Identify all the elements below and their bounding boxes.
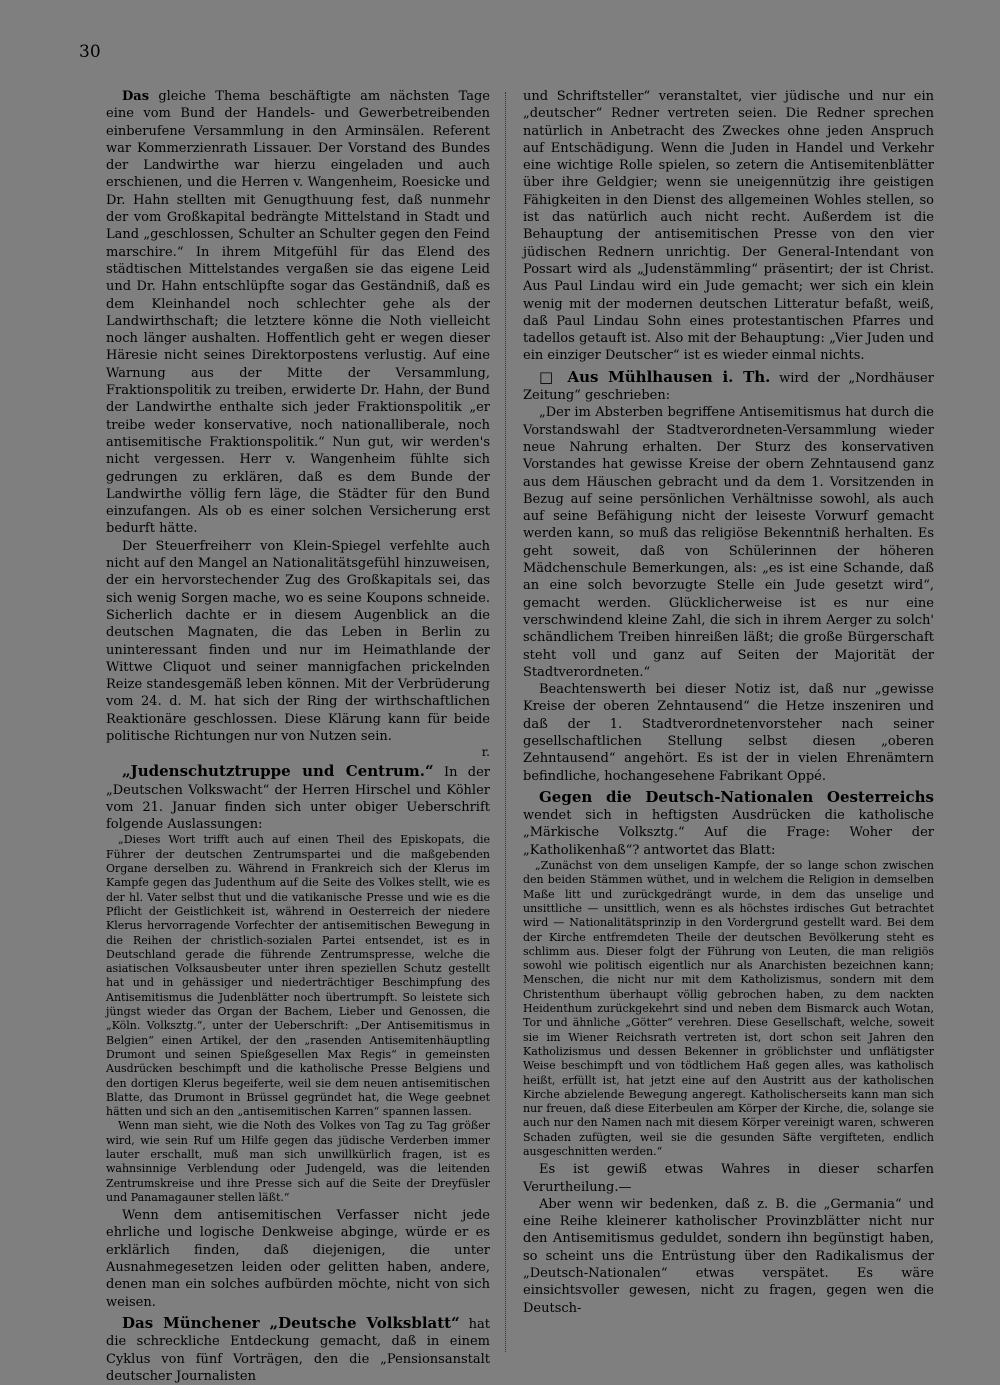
- page-number: 30: [79, 42, 101, 62]
- quote-maerkische: [523, 859, 934, 1159]
- article-text: hat die schreckliche Entdeckung gemacht, daß in einem Cyklus von fünf Vorträgen, den die „Pensionsanstalt deutscher Journalisten: [106, 1316, 490, 1384]
- column-rule: [505, 92, 506, 1352]
- article-muehlhausen: [523, 369, 934, 405]
- paragraph-commentary: Wenn dem antisemitischen Verfasser nicht jede ehrliche und logische Denkweise abginge, würde er es erklärlich finden, daß diejenigen, die unter Ausnahmegesetzen leiden oder gelitten haben, andere, denen man ein solches aufbürden möchte, nicht von sich weisen.: [106, 1208, 490, 1310]
- article-heading: Das Münchener „Deutsche Volksblatt“: [122, 1313, 460, 1332]
- paragraph-bund-versammlung: [106, 88, 490, 538]
- paragraph-text: gleiche Thema beschäftigte am nächsten Tage eine vom Bund der Handels- und Gewerbetreibenden einberufene Versammlung in den Arminsälen. Referent war Kommerzienrath Lissauer. Der Vorstand des Bundes der Landwirthe war hierzu eingeladen und auch erschienen, und die Herren v. Wangenheim, Roesicke und Dr. Hahn stellten mit Genugthuung fest, daß nunmehr der vom Großkapital bedrängte Mittelstand in Stadt und Land „geschlossen, Schulter an Schulter gegen den Feind marschire.“ In ihrem Mitgefühl für das Elend des städtischen Mittelstandes vergaßen sie das eigene Leid und Dr. Hahn entschlüpfte sogar das Geständniß, daß es dem Kleinhandel noch schlechter gehe als der Landwirthschaft; die letztere könne die Noth vielleicht noch länger aushalten. Hoffentlich geht er wegen dieser Häresie nicht seines Direktorpostens verlustig. Auf eine Warnung aus der Mitte der Versammlung, Fraktionspolitik zu treiben, erwiderte Dr. Hahn, der Bund der Landwirthe enthalte sich jeder Fraktionspolitik „er treibe weder konservative, noch nationalliberale, noch antisemitische Fraktionspolitik.“ Nun gut, wir werden's nicht vergessen. Herr v. Wangenheim fühlte sich gedrungen zu erklären, daß es dem Bunde der Landwirthe völlig fern läge, die Städter für den Bund einzufangen. Als ob es einer solchen Versicherung erst bedurft hätte.: [106, 89, 490, 537]
- article-volksblatt: [106, 1315, 490, 1385]
- article-heading: □ Aus Mühlhausen i. Th.: [539, 367, 771, 386]
- quote-paragraph: Wenn man sieht, wie die Noth des Volkes von Tag zu Tag größer wird, wie sein Ruf um Hilfe gegen das jüdische Verderben immer lauter erschallt, muß man sich unwillkürlich fragen, ist es wahnsinnige Verblendung oder Judengeld, was die leitenden Zentrumskreise und ihre Presse sich auf die Seite der Dreyfüsler und Panamagauner stellen läßt.“: [106, 1119, 490, 1204]
- paragraph-beachtenswerth: Beachtenswerth bei dieser Notiz ist, daß nur „gewisse Kreise der oberen Zehntausend“ die Hetze inszeniren und daß der 1. Stadtverordnetenvorsteher nach seiner gesellschaftlichen Stellung selbst diesen „oberen Zehntausend“ angehört. Es ist der in vielen Ehrenämtern befindliche, hochangesehene Fabrikant Oppé.: [523, 682, 934, 784]
- paragraph-continuation: und Schriftsteller“ veranstaltet, vier jüdische und nur ein „deutscher“ Redner vertreten seien. Die Redner sprechen natürlich in Anbetracht des Zweckes ohne jeden Anspruch auf Entschädigung. Wenn die Juden in Handel und Verkehr eine wichtige Rolle spielen, so zetern die Antisemitenblätter über ihre Geldgier; wenn sie uneigennützig ihre geistigen Fähigkeiten in den Dienst des allgemeinen Wohles stellen, so ist das natürlich auch nicht recht. Außerdem ist die Behauptung der antisemitischen Presse von den vier jüdischen Rednern unrichtig. Der General-Intendant von Possart wird als „Judenstämmling“ präsentirt; der ist Christ. Aus Paul Lindau wird ein Jude gemacht; wer sich ein klein wenig mit der modernen deutschen Litteratur befaßt, weiß, daß Paul Lindau Sohn eines protestantischen Pfarres und tadellos getauft ist. Also mit der Behauptung: „Vier Juden und ein einziger Deutscher“ ist es wieder einmal nichts.: [523, 89, 934, 364]
- right-column: [523, 88, 934, 1317]
- quote-paragraph: „Dieses Wort trifft auch auf einen Theil des Episkopats, die Führer der deutschen Zentrumspartei und die maßgebenden Organe derselben zu. Während in Frankreich sich der Klerus im Kampfe gegen das Judenthum auf die Seite des Volkes stellt, wie es der hl. Vater selbst thut und die vatikanische Presse und wie es die Pflicht der Geistlichkeit ist, während in Oesterreich der niedere Klerus hervorragende Vorfechter der antisemitischen Bewegung in die Reihen der christlich-sozialen Partei entsendet, ist es in Deutschland gerade die führende Zentrumspresse, welche die asiatischen Volksausbeuter unter ihren speziellen Schutz gestellt hat und in gehässiger und niederträchtiger Beschimpfung des Antisemitismus die Judenblätter noch übertrumpft. So leistete sich jüngst wieder das Organ der Bachem, Lieber und Genossen, die „Köln. Volksztg.“, unter der Ueberschrift: „Der Antisemitismus in Belgien“ einen Artikel, der den „rasenden Antisemitenhäuptling Drumont und seinen Spießgesellen Max Regis“ in gemeinsten Ausdrücken beschimpft und die katholische Presse Belgiens und den dortigen Klerus begeiferte, weil sie dem neuen antisemitischen Blatte, das Drumont in Brüssel gegründet hat, die Wege geebnet hätten und sich an den „antisemitischen Karren“ spannen lassen.: [106, 833, 490, 1119]
- article-intro: wird der „Nordhäuser Zeitung“ geschrieben:: [523, 370, 934, 404]
- paragraph-steuerfreiherr: Der Steuerfreiherr von Klein-Spiegel verfehlte auch nicht auf den Mangel an Nationalitätsgefühl hinzuweisen, der ein hervorstechender Zug des Großkapitals sei, das sich wenig Sorgen mache, wo es seine Koupons schneide. Sicherlich dachte er in diesem Augenblick an die deutschen Magnaten, die das Leben in Berlin zu uninteressant finden und nur im Heimathlande der Wittwe Cliquot und seiner mannigfachen prickelnden Reize standesgemäß leben können. Mit der Verbrüderung vom 24. d. M. hat sich der Ring der wirthschaftlichen Reaktionäre geschlossen. Diese Klärung kann für beide politische Richtungen nur von Nutzen sein.: [106, 538, 490, 744]
- article-intro: In der „Deutschen Volkswacht“ der Herren Hirschel und Köhler vom 21. Januar finden sich unter obiger Ueberschrift folgende Auslassungen:: [106, 765, 490, 833]
- paragraph-verurtheilung: Es ist gewiß etwas Wahres in dieser scharfen Verurtheilung.—: [523, 1162, 934, 1195]
- paragraph-germania: Aber wenn wir bedenken, daß z. B. die „Germania“ und eine Reihe kleinerer katholischer Provinzblätter nicht nur den Antisemitismus geduldet, sondern ihn begünstigt haben, so scheint uns die Entrüstung über den Radikalismus der „Deutsch-Nationalen“ etwas verspätet. Es wäre einsichtsvoller gewesen, nicht zu fragen, gegen wen die Deutsch-: [523, 1196, 934, 1316]
- article-intro: wendet sich in heftigsten Ausdrücken die katholische „Märkische Volksztg.“ Auf die Frage: Woher der „Katholikenhaß“? antwortet das Blatt:: [523, 808, 934, 858]
- article-judenschutztruppe: [106, 763, 490, 833]
- left-column: [106, 88, 490, 1385]
- quote-volkswacht: [106, 833, 490, 1205]
- paragraph-quote-muehlhausen: „Der im Absterben begriffene Antisemitismus hat durch die Vorstandswahl der Stadtverordneten-Versammlung wieder neue Nahrung erhalten. Der Sturz des konservativen Vorstandes hat gewisse Kreise der obern Zehntausend ganz aus dem Häuschen gebracht und da dem 1. Vorsitzenden in Bezug auf seine persönlichen Verhältnisse sowohl, als auch auf seine Befähigung nicht der leiseste Vorwurf gemacht werden kann, so muß das religiöse Bekenntniß herhalten. Es geht soweit, daß von Schülerinnen der höheren Mädchenschule Bemerkungen, als: „es ist eine Schande, daß an eine solch bevorzugte Stelle ein Jude gesetzt wird“, gemacht werden. Glücklicherweise ist es nur eine verschwindend kleine Zahl, die sich in ihrem Aerger zu solch' schändlichem Treiben hinreißen läßt; die große Bürgerschaft steht voll und ganz auf Seiten der Majorität der Stadtverordneten.“: [523, 405, 934, 680]
- article-deutsch-nationale: [523, 789, 934, 859]
- author-signature: r.: [481, 745, 490, 760]
- article-heading: Gegen die Deutsch-Nationalen Oesterreichs: [539, 787, 934, 806]
- article-heading: „Judenschutztruppe und Centrum.“: [122, 762, 434, 781]
- paragraph-lead-word: Das: [122, 89, 150, 104]
- quote-paragraph: „Zunächst von dem unseligen Kampfe, der so lange schon zwischen den beiden Stämmen wüthet, und in welchem die Religion in demselben Maße litt und zurückgedrängt wurde, in dem das unselige und unsittliche — unsittlich, wenn es als höchstes irdisches Gut betrachtet wird — Nationalitätsprinzip in den Vordergrund gestellt ward. Bei dem der Kirche entfremdeten Theile der deutschen Bevölkerung steht es schlimm aus. Dieser folgt der Führung von Leuten, die man religiös sowohl wie politisch eigentlich nur als Anarchisten bezeichnen kann; Menschen, die nicht nur mit dem Katholizismus, sondern mit dem Christenthum überhaupt völlig gebrochen haben, zu dem nackten Heidenthum zurückgekehrt sind und neben dem Bismarck auch Wotan, Tor und ähnliche „Götter“ verehren. Diese Gesellschaft, welche, soweit sie im Wiener Reichsrath vertreten ist, dort schon seit Jahren den Katholizismus und dessen Bekenner in gröblichster und unflätigster Weise beschimpft und von tödtlichem Haß gegen alles, was katholisch heißt, erfüllt ist, hat jetzt eine auf den Austritt aus der katholischen Kirche abzielende Bewegung angeregt. Katholischerseits kann man sich nur freuen, daß diese Eiterbeulen am Körper der Kirche, die, solange sie auch nur den Namen nach mit diesem Körper vereinigt waren, schweren Schaden zufügten, weil sie die gesunden Säfte vergifteten, endlich ausgeschnitten werden.“: [523, 859, 934, 1158]
